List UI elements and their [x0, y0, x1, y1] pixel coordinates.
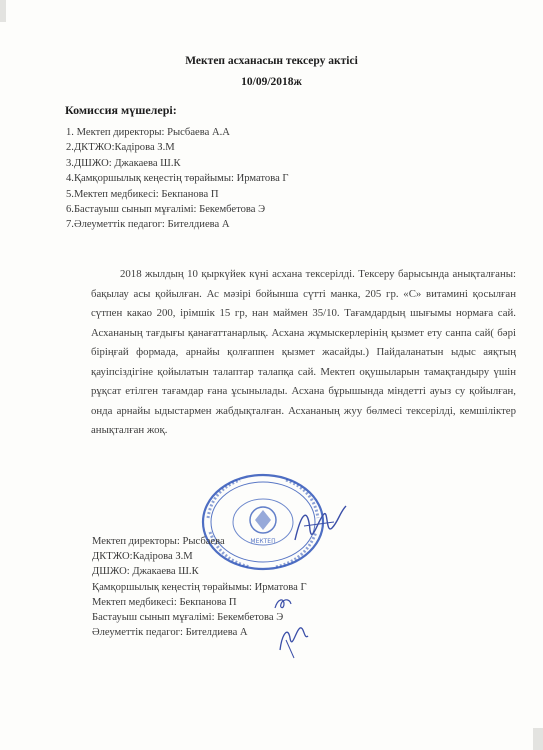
- pedagogue-signature: [274, 620, 314, 660]
- member-item: 7.Әлеуметтік педагог: Бителдиева А: [66, 219, 230, 231]
- signer-item: ДКТЖО:Кадірова З.М: [92, 551, 193, 563]
- stamp-text: МЕКТЕП: [250, 538, 276, 545]
- signer-item: Мектеп медбикесі: Бекпанова П: [92, 596, 237, 608]
- member-item: 2.ДКТЖО:Кадірова З.М: [66, 142, 175, 154]
- signer-item: Қамқоршылық кеңестің төрайымы: Ирматова Г: [92, 581, 307, 593]
- document-title: Мектеп асханасын тексеру актісі: [185, 55, 358, 67]
- signer-item: ДШЖО: Джакаева Ш.К: [92, 566, 199, 578]
- member-item: 4.Қамқоршылық кеңестің төрайымы: Ирматова Г: [66, 173, 289, 185]
- member-item: 6.Бастауыш сынып мұғалімі: Бекембетова Э: [66, 204, 266, 216]
- signer-item: Мектеп директоры: Рысбаева: [92, 536, 225, 547]
- inspection-body-paragraph: 2018 жылдың 10 қыркүйек күні асхана тексерілді. Тексеру барысында анықталғаны: бақылау асы қойылған. Ас мәзірі бойынша сүтті манка, 205 гр. «С» витамині қосылған сүтпен какао 200, ірімшік 15 гр, нан маймен 35/10. Тағамдардың шығымы нормаға сай. Асхананың тағдығы қанағаттанарлық. Асхана жұмыскерлерінің қызмет ету санпа сай( бәрі біріңғай формада, арнайы қолғаппен қызмет жасайды.) Пайдаланатын ыдыс аяқтың қауіпсіздігіне қойылатын талаптар талапқа сай. Мектеп оқушыларын тамақтандыру үшін рұқсат етілген тағамдар ғана ұсынылады. Асхана бұрышында міндетті ауыз су қойылған, онда арнайы ыдыстармен жабдықталған. Асхананың жуу бөлмесі тексерілді, кемшіліктер анықталған жоқ.: [91, 268, 516, 436]
- nurse-signature: [272, 596, 294, 612]
- signer-item: Бастауыш сынып мұғалімі: Бекембетова Э: [92, 612, 284, 624]
- signer-item: Әлеуметтік педагог: Бителдиева А: [92, 627, 248, 639]
- member-item: 5.Мектеп медбикесі: Бекпанова П: [66, 188, 219, 200]
- member-item: 3.ДШЖО: Джакаева Ш.К: [66, 157, 181, 169]
- commission-members-list: [66, 125, 289, 233]
- scan-corner-shadow: [0, 0, 6, 22]
- member-item: 1. Мектеп директоры: Рысбаева А.А: [66, 127, 230, 138]
- scan-corner-shadow: [533, 728, 543, 750]
- director-signature: [290, 500, 350, 548]
- commission-heading: Комиссия мүшелері:: [65, 103, 177, 117]
- document-date: 10/09/2018ж: [241, 76, 302, 88]
